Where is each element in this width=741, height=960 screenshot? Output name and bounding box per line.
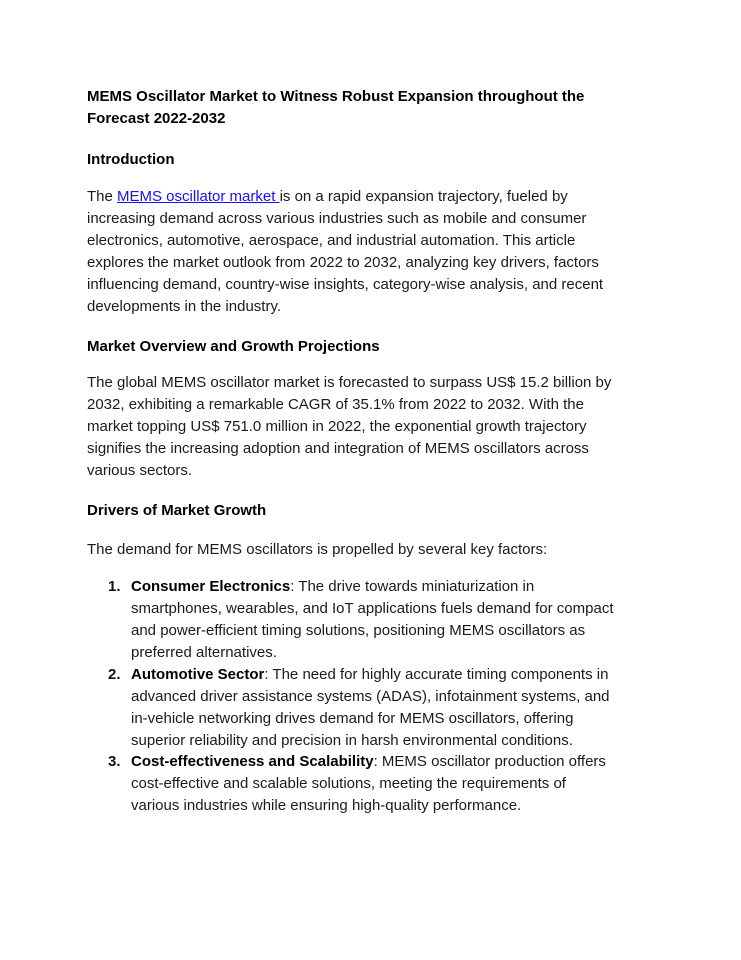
list-line (131, 664, 610, 686)
list-number: 2. (108, 666, 121, 683)
mems-market-link[interactable]: MEMS oscillator market (117, 188, 280, 205)
list-line: in-vehicle networking drives demand for MEMS oscillators, offering (131, 710, 574, 727)
paragraph-line: electronics, automotive, aerospace, and industrial automation. This article (87, 232, 576, 249)
text: The (87, 188, 118, 205)
paragraph-line (87, 186, 603, 208)
paragraph-line: The global MEMS oscillator market is forecasted to surpass US$ 15.2 billion by (87, 374, 612, 391)
text: : The drive towards miniaturization in (290, 578, 535, 595)
paragraph-line: signifies the increasing adoption and integration of MEMS oscillators across (87, 440, 589, 457)
drivers-heading (87, 500, 266, 522)
drivers-intro-text: The demand for MEMS oscillators is propelled by several key factors: (87, 541, 548, 558)
paragraph-line: market topping US$ 751.0 million in 2022, the exponential growth trajectory (87, 418, 587, 435)
title-line: MEMS Oscillator Market to Witness Robust Expansion throughout the (87, 88, 585, 105)
paragraph-line: explores the market outlook from 2022 to 2032, analyzing key drivers, factors (87, 254, 599, 271)
paragraph-line: 2032, exhibiting a remarkable CAGR of 35.1% from 2022 to 2032. With the (87, 396, 584, 413)
list-line (131, 751, 606, 773)
list-item-title: Cost-effectiveness and Scalability (131, 753, 374, 770)
intro-heading-text: Introduction (87, 151, 175, 168)
list-line: and power-efficient timing solutions, positioning MEMS oscillators as (131, 622, 586, 639)
list-number: 3. (108, 753, 121, 770)
overview-heading (87, 336, 380, 358)
text: : The need for highly accurate timing components in (264, 666, 609, 683)
list-line: advanced driver assistance systems (ADAS), infotainment systems, and (131, 688, 610, 705)
text: : MEMS oscillator production offers (373, 753, 606, 770)
title-line: Forecast 2022-2032 (87, 110, 226, 127)
list-line (131, 576, 614, 598)
list-line: cost-effective and scalable solutions, meeting the requirements of (131, 775, 566, 792)
paragraph-line: developments in the industry. (87, 298, 281, 315)
list-line: smartphones, wearables, and IoT applications fuels demand for compact (131, 600, 614, 617)
list-number: 1. (108, 578, 121, 595)
paragraph-line: increasing demand across various industries such as mobile and consumer (87, 210, 587, 227)
intro-heading (87, 149, 174, 171)
intro-paragraph (87, 186, 603, 318)
drivers-heading-text: Drivers of Market Growth (87, 502, 267, 519)
list-line: superior reliability and precision in harsh environmental conditions. (131, 732, 573, 749)
drivers-intro (87, 539, 547, 561)
list-item-title: Consumer Electronics (131, 578, 291, 595)
overview-paragraph (87, 372, 611, 482)
list-line: preferred alternatives. (131, 644, 277, 661)
paragraph-line: influencing demand, country-wise insights, category-wise analysis, and recent (87, 276, 604, 293)
text: is on a rapid expansion trajectory, fueled by (279, 188, 568, 205)
document-title (87, 86, 584, 130)
list-line: various industries while ensuring high-quality performance. (131, 797, 522, 814)
list-item-title: Automotive Sector (131, 666, 265, 683)
overview-heading-text: Market Overview and Growth Projections (87, 338, 380, 355)
paragraph-line: various sectors. (87, 462, 193, 479)
